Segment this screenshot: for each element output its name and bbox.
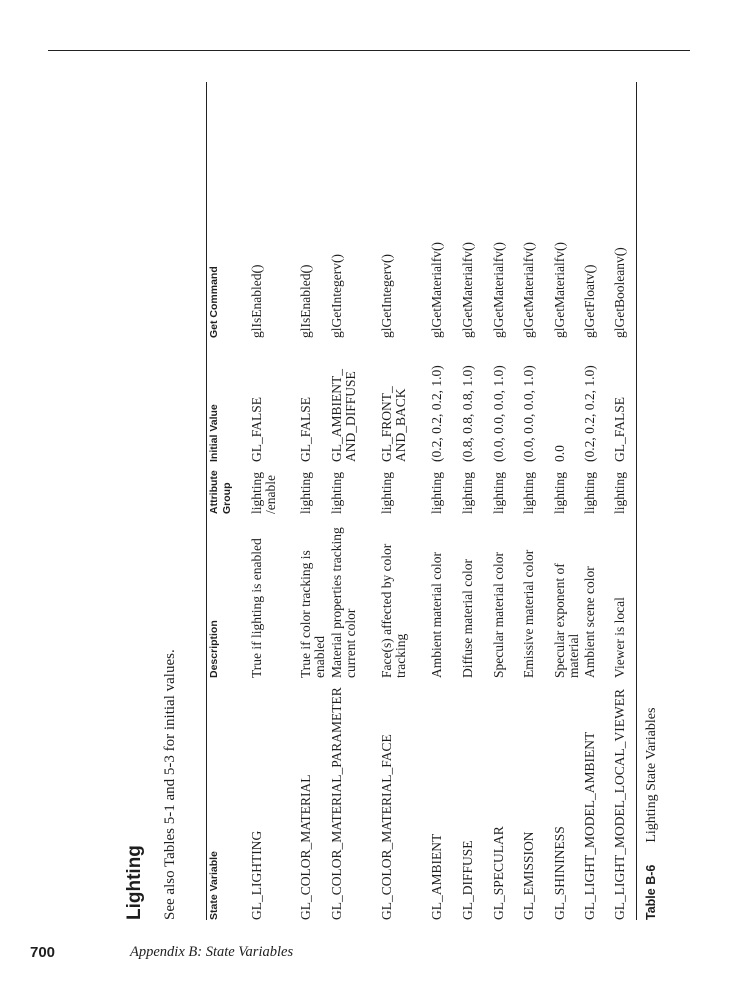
cell-command: glGetMaterialfv(): [460, 242, 475, 338]
cell-description: Material properties tracking current color: [329, 527, 358, 678]
cell-variable: GL_DIFFUSE: [460, 840, 475, 920]
cell-initial: GL_FALSE: [249, 396, 264, 462]
cell-variable: GL_LIGHT_MODEL_LOCAL_VIEWER: [612, 689, 627, 920]
table-number: Table B-6: [644, 864, 658, 920]
rotated-content: [110, 80, 690, 920]
cell-description: Specular exponent of material: [552, 563, 581, 678]
table-caption-text: Lighting State Variables: [644, 707, 659, 843]
cell-description: Specular material color: [491, 552, 506, 678]
cell-command: glGetMaterialfv(): [552, 242, 567, 338]
cell-initial: (0.0, 0.0, 0.0, 1.0): [521, 365, 536, 462]
cell-command: glGetMaterialfv(): [491, 242, 506, 338]
cell-variable: GL_AMBIENT: [429, 833, 444, 920]
cell-variable: GL_SHININESS: [552, 826, 567, 920]
cell-command: glGetMaterialfv(): [521, 242, 536, 338]
cell-group: lighting: [521, 471, 536, 514]
cell-initial: GL_AMBIENT_ AND_DIFFUSE: [329, 369, 358, 462]
section-title: Lighting: [124, 845, 145, 920]
table-top-rule: [206, 82, 207, 920]
cell-group: lighting /enable: [249, 471, 278, 514]
cell-group: lighting: [379, 471, 394, 514]
cell-description: Face(s) affected by color tracking: [379, 543, 408, 678]
cell-group: lighting: [491, 471, 506, 514]
cell-variable: GL_LIGHT_MODEL_AMBIENT: [582, 731, 597, 920]
cell-variable: GL_COLOR_MATERIAL: [298, 774, 313, 920]
cell-description: True if lighting is enabled: [249, 538, 264, 678]
cell-command: glGetFloatv(): [582, 264, 597, 338]
cell-group: lighting: [429, 471, 444, 514]
cell-command: glIsEnabled(): [249, 264, 264, 338]
cell-variable: GL_COLOR_MATERIAL_PARAMETER: [329, 687, 344, 920]
cell-initial: GL_FALSE: [612, 396, 627, 462]
cell-description: Diffuse material color: [460, 559, 475, 678]
column-header-state-variable: State Variable: [208, 851, 220, 920]
table-bottom-rule: [636, 82, 637, 920]
cell-initial: GL_FRONT_ AND_BACK: [379, 386, 408, 462]
cell-initial: 0.0: [552, 445, 567, 462]
cell-variable: GL_COLOR_MATERIAL_FACE: [379, 734, 394, 920]
cell-initial: GL_FALSE: [298, 396, 313, 462]
cell-description: True if color tracking is enabled: [298, 550, 327, 678]
column-header-get-command: Get Command: [208, 266, 220, 338]
cell-variable: GL_SPECULAR: [491, 826, 506, 920]
cell-group: lighting: [329, 471, 344, 514]
cell-command: glGetMaterialfv(): [429, 242, 444, 338]
cell-initial: (0.2, 0.2, 0.2, 1.0): [582, 365, 597, 462]
page-number: 700: [30, 944, 56, 961]
column-header-description: Description: [208, 620, 220, 678]
cell-variable: GL_LIGHTING: [249, 830, 264, 920]
cell-command: glGetIntegerv(): [379, 254, 394, 338]
cell-initial: (0.8, 0.8, 0.8, 1.0): [460, 365, 475, 462]
cell-group: lighting: [460, 471, 475, 514]
intro-text: See also Tables 5-1 and 5-3 for initial values.: [162, 649, 178, 920]
column-header-initial-value: Initial Value: [208, 404, 220, 462]
column-header-attribute-group: Attribute Group: [208, 470, 233, 514]
cell-initial: (0.0, 0.0, 0.0, 1.0): [491, 365, 506, 462]
top-rule: [48, 50, 690, 51]
cell-group: lighting: [612, 471, 627, 514]
table-caption: [644, 708, 660, 920]
cell-variable: GL_EMISSION: [521, 831, 536, 920]
cell-description: Ambient scene color: [582, 566, 597, 678]
cell-initial: (0.2, 0.2, 0.2, 1.0): [429, 365, 444, 462]
cell-group: lighting: [552, 471, 567, 514]
cell-description: Viewer is local: [612, 597, 627, 678]
cell-description: Emissive material color: [521, 549, 536, 678]
cell-command: glIsEnabled(): [298, 264, 313, 338]
cell-command: glGetIntegerv(): [329, 254, 344, 338]
cell-group: lighting: [582, 471, 597, 514]
cell-command: glGetBooleanv(): [612, 247, 627, 338]
cell-description: Ambient material color: [429, 552, 444, 678]
running-head: Appendix B: State Variables: [130, 944, 294, 960]
cell-group: lighting: [298, 471, 313, 514]
